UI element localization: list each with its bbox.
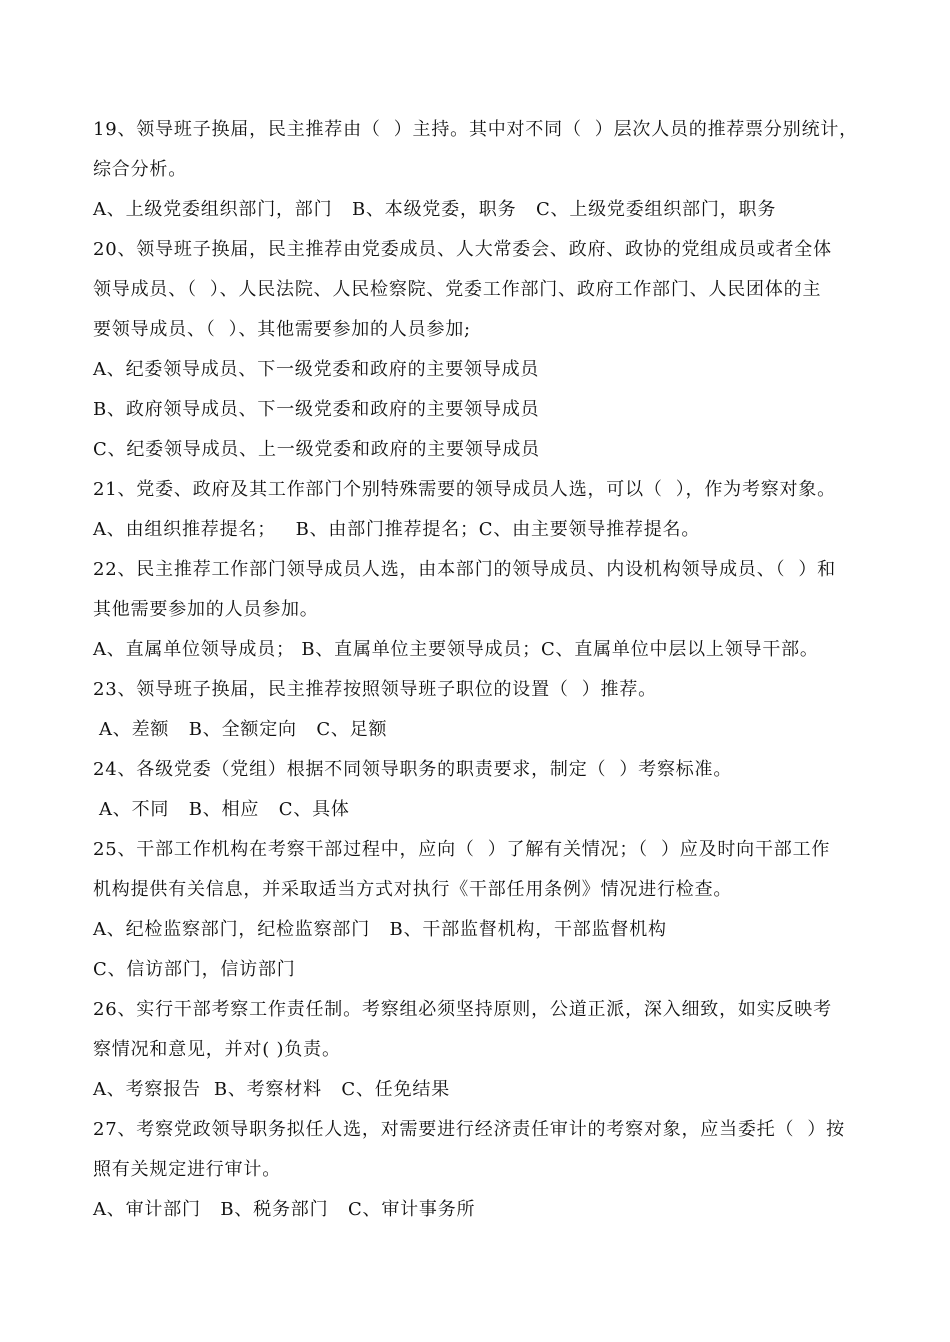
question-23-options: A、差额 B、全额定向 C、足额 bbox=[99, 719, 388, 740]
question-27-line-1: 27、考察党政领导职务拟任人选，对需要进行经济责任审计的考察对象，应当委托（ ）按 bbox=[93, 1119, 845, 1140]
question-20-line-3: 要领导成员、（ ）、其他需要参加的人员参加; bbox=[93, 319, 471, 340]
question-19-line-1: 19、领导班子换届，民主推荐由（ ）主持。其中对不同（ ）层次人员的推荐票分别统计， bbox=[93, 119, 858, 140]
question-22-options: A、直属单位领导成员； B、直属单位主要领导成员；C、直属单位中层以上领导干部。 bbox=[93, 639, 819, 660]
question-27-options: A、审计部门 B、税务部门 C、审计事务所 bbox=[93, 1199, 476, 1220]
question-27-line-2: 照有关规定进行审计。 bbox=[93, 1159, 281, 1180]
question-19-line-2: 综合分析。 bbox=[93, 159, 187, 180]
question-25-option-c: C、信访部门，信访部门 bbox=[93, 959, 296, 980]
question-26-line-2: 察情况和意见，并对( )负责。 bbox=[93, 1039, 341, 1060]
question-25-line-1: 25、干部工作机构在考察干部过程中，应向（ ）了解有关情况；（ ）应及时向干部工作 bbox=[93, 839, 831, 860]
question-20-option-c: C、纪委领导成员、上一级党委和政府的主要领导成员 bbox=[93, 439, 540, 460]
question-19-options: A、上级党委组织部门，部门 B、本级党委，职务 C、上级党委组织部门，职务 bbox=[93, 199, 777, 220]
question-24-line-1: 24、各级党委（党组）根据不同领导职务的职责要求，制定（ ）考察标准。 bbox=[93, 759, 733, 780]
question-20-option-b: B、政府领导成员、下一级党委和政府的主要领导成员 bbox=[93, 399, 540, 420]
question-21-options: A、由组织推荐提名； B、由部门推荐提名；C、由主要领导推荐提名。 bbox=[93, 519, 701, 540]
question-22-line-2: 其他需要参加的人员参加。 bbox=[93, 599, 319, 620]
question-23-line-1: 23、领导班子换届，民主推荐按照领导班子职位的设置（ ）推荐。 bbox=[93, 679, 657, 700]
question-24-options: A、不同 B、相应 C、具体 bbox=[99, 799, 350, 820]
question-20-line-1: 20、领导班子换届，民主推荐由党委成员、人大常委会、政府、政协的党组成员或者全体 bbox=[93, 239, 832, 260]
question-25-line-2: 机构提供有关信息，并采取适当方式对执行《干部任用条例》情况进行检查。 bbox=[93, 879, 733, 900]
question-21-line-1: 21、党委、政府及其工作部门个别特殊需要的领导成员人选，可以（ ），作为考察对象。 bbox=[93, 479, 836, 500]
question-20-line-2: 领导成员、（ ）、人民法院、人民检察院、党委工作部门、政府工作部门、人民团体的主 bbox=[93, 279, 822, 300]
question-26-line-1: 26、实行干部考察工作责任制。考察组必须坚持原则，公道正派，深入细致，如实反映考 bbox=[93, 999, 832, 1020]
question-22-line-1: 22、民主推荐工作部门领导成员人选，由本部门的领导成员、内设机构领导成员、（ ）和 bbox=[93, 559, 836, 580]
question-20-option-a: A、纪委领导成员、下一级党委和政府的主要领导成员 bbox=[93, 359, 540, 380]
question-25-options-ab: A、纪检监察部门，纪检监察部门 B、干部监督机构，干部监督机构 bbox=[93, 919, 667, 940]
question-26-options: A、考察报告 B、考察材料 C、任免结果 bbox=[93, 1079, 451, 1100]
document-body bbox=[93, 110, 865, 1230]
